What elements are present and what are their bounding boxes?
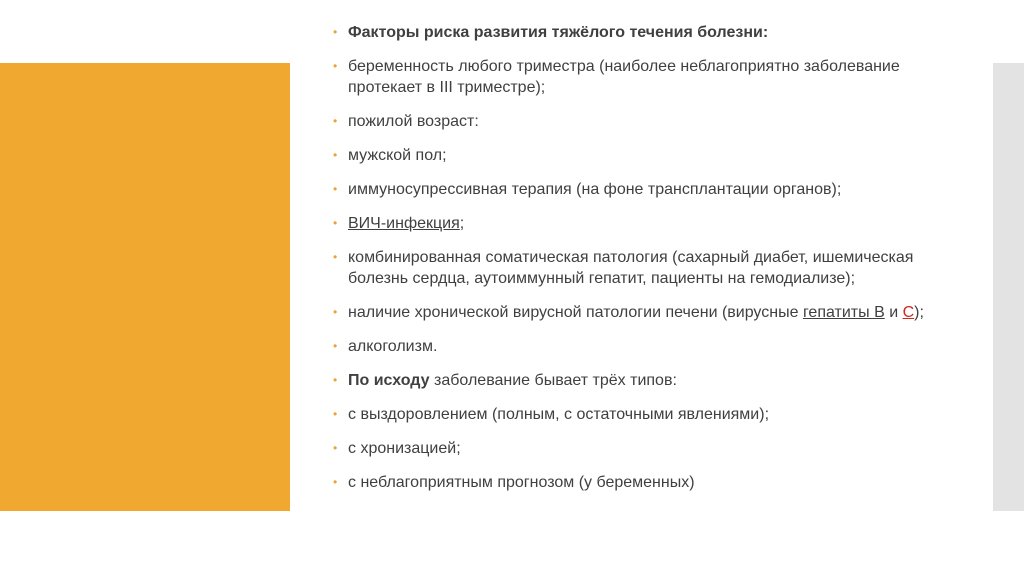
bullet-icon: • xyxy=(333,373,338,387)
item-text: с хронизацией; xyxy=(348,440,461,457)
list-item xyxy=(333,22,953,43)
list-item xyxy=(333,370,953,391)
gray-decorative-bar xyxy=(993,63,1024,511)
bullet-icon: • xyxy=(333,114,338,128)
item-text-suffix: ; xyxy=(459,215,465,232)
list-item xyxy=(333,404,953,425)
list-item xyxy=(333,438,953,459)
hepatitis-c-link[interactable]: С xyxy=(902,304,915,321)
bullet-icon: • xyxy=(333,182,338,196)
item-text: пожилой возраст: xyxy=(348,113,479,130)
bullet-icon: • xyxy=(333,59,338,73)
item-text: иммуносупрессивная терапия (на фоне трансплантации органов); xyxy=(348,181,842,198)
bullet-list xyxy=(333,22,953,506)
item-text: с выздоровлением (полным, с остаточными явлениями); xyxy=(348,406,770,423)
bullet-icon: • xyxy=(333,407,338,421)
list-item xyxy=(333,179,953,200)
bullet-icon: • xyxy=(333,148,338,162)
bullet-icon: • xyxy=(333,250,338,264)
bullet-icon: • xyxy=(333,475,338,489)
hiv-infection-link[interactable]: ВИЧ-инфекция xyxy=(348,215,460,232)
list-item xyxy=(333,56,953,98)
bullet-icon: • xyxy=(333,25,338,39)
orange-decorative-panel xyxy=(0,63,290,511)
item-text: алкоголизм. xyxy=(348,338,438,355)
hepatitis-b-link[interactable]: гепатиты В xyxy=(802,304,885,321)
bullet-icon: • xyxy=(333,216,338,230)
item-text-mid: и xyxy=(884,304,903,321)
section-heading-risk-factors: Факторы риска развития тяжёлого течения болезни: xyxy=(348,24,769,41)
bullet-icon: • xyxy=(333,441,338,455)
item-text: мужской пол; xyxy=(348,147,447,164)
item-text: наличие хронической вирусной патологии печени (вирусные xyxy=(348,304,803,321)
list-item xyxy=(333,302,953,323)
list-item xyxy=(333,213,953,234)
bullet-icon: • xyxy=(333,339,338,353)
list-item xyxy=(333,111,953,132)
list-item xyxy=(333,247,953,289)
list-item xyxy=(333,472,953,493)
item-text: с неблагоприятным прогнозом (у беременных) xyxy=(348,474,695,491)
list-item xyxy=(333,336,953,357)
section-heading-outcome: По исходу xyxy=(348,372,430,389)
item-text: беременность любого триместра (наиболее неблагоприятно заболевание протекает в III триместре); xyxy=(348,58,900,96)
list-item xyxy=(333,145,953,166)
item-text: комбинированная соматическая патология (сахарный диабет, ишемическая болезнь сердца, аутоиммунный гепатит, пациенты на гемодиализе); xyxy=(348,249,914,287)
bullet-icon: • xyxy=(333,305,338,319)
item-text: заболевание бывает трёх типов: xyxy=(429,372,677,389)
item-text-suffix: ); xyxy=(914,304,924,321)
